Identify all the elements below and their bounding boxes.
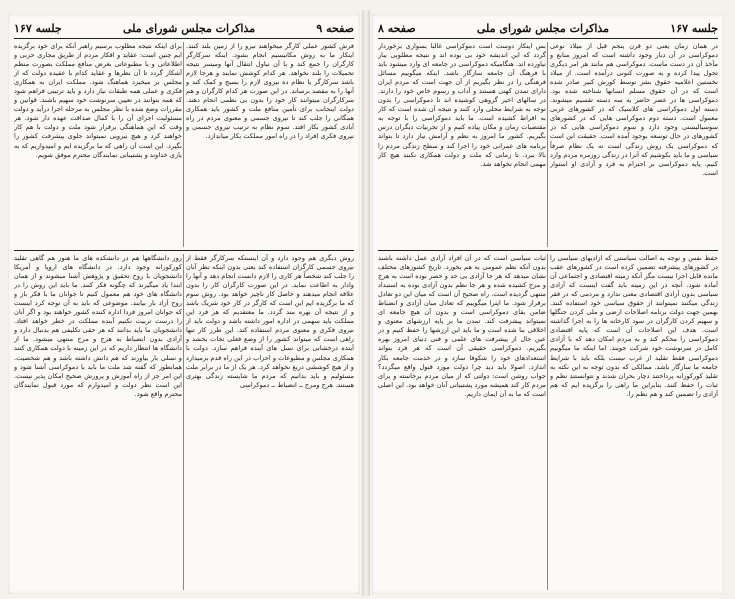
right-column-divider-top (547, 42, 548, 247)
left-page-session: جلسه ۱۶۷ (14, 21, 62, 35)
right-page-bottom-left-column (378, 254, 546, 590)
left-column-divider-bottom (183, 254, 184, 590)
book-gutter (362, 10, 370, 596)
right-page-session: جلسه ۱۶۷ (670, 21, 718, 35)
paragraph: برای اینکه نتیجه مطلوب برسیم راهبر آنکه برای خود برگزیده ایم چنین است: عقاید و افکار مردم از طریق مجاری حزبی و اطلاعاتی و با مطبوعاتی بغرض منافع مملکت بصورت منظم آشکار گردد تا آن نظرها و عقاید کدام با عقیده دولت که از مجلس بر میخیزد هماهنگ شود. مملکت ایران به همکاری فکری و عملی همه طبقات نیاز دارد و باید ترتیبی فراهم شود که همه بتوانند در تعیین سرنوشت خود سهیم باشند. قوانین و مقررات وضع شده با نظر مجلس به مرحله اجرا درآید و دولت مسئولیت اجرای آن را با کمال صداقت عهده دار شود. هر وقت که این هماهنگی برقرار شود ملت و دولت با هم کار خواهند کرد و هیچ نیرویی نمیتواند جلوی پیشرفت کشور را بگیرد. این است آن راهی که ما برگزیده ایم و امیدواریم که به یاری خداوند و پشتیبانی نمایندگان محترم موفق شویم. (14, 42, 182, 159)
left-column-divider-top (183, 42, 184, 247)
right-column-divider-bottom (547, 254, 548, 590)
right-section-rule (378, 250, 718, 251)
right-page-bottom-right-column (550, 254, 718, 590)
paragraph: حفظ نفس و توجه به اصالت سیاستی که ازادیهای سیاسی را در کشورهای پیشرفته تضمین کرده است در کشورهای عقب مانده قابل اجرا نیست مگر آنکه زمینه اقتصادی و اجتماعی آن آماده شود. آنچه در این زمینه باید گفت اینست که آزادی سیاسی بدون آزادی اقتصادی معنی ندارد و مردمی که در فقر زندگی میکنند نمیتوانند از حقوق سیاسی خود استفاده کنند. بهمین جهت دولت برنامه اصلاحات ارضی و ملی کردن جنگلها و سهیم کردن کارگران در سود کارخانه ها را به اجرا گذاشته است. هدف این اصلاحات آن است که پایه اقتصادی دموکراسی را محکم کند و به مردم امکان دهد که با آزادی کامل در سرنوشت خود شرکت جویند. اما اینکه ما میگوییم دموکراسی فقط تقلید از غرب نیست بلکه باید با شرایط جامعه ما سازگار باشد. ممالکی که بدون توجه به این نکته به تقلید کورکورانه پرداختند دچار بحران شدند و نتوانستند نظم و ثبات را حفظ کنند. بنابراین ما راهی را برگزیده ایم که هم آزادی را تضمین کند و هم نظم را. (550, 254, 718, 398)
left-page-top-left-column (14, 42, 182, 247)
paragraph: بس اینکار دوست است دموکراسی غالبا بسواری برخوردار گردد که این اندیشه خود بی بوده اند و نتیجه مطلوبی ببار نیاورده اند. هنگامیکه دموکراسی در جامعه ای وارد میشود باید با فرهنگ آن جامعه سازگار باشد. اینکه میگوییم مسائل فرهنگی را در نظر بگیریم از آن جهت است که مردم ایران دارای تمدن کهنی هستند و آداب و رسوم خاص خود را دارند. در سالهای اخیر گروهی کوشیده اند تا دموکراسی را بدون توجه به شرایط محلی وارد کنند و نتیجه آن شده است که کار به افراط کشیده است. ما باید دموکراسی را با توجه به مقتضیات زمان و مکان پیاده کنیم و از تجربیات دیگران درس بگیریم. کشور ما امروز به نظم و آرامش نیاز دارد تا بتواند برنامه های عمرانی خود را اجرا کند و سطح زندگی مردم را بالا ببرد. تا زمانی که ملت و دولت همکاری نکنند هیچ کار مهمی انجام نخواهد شد. (378, 42, 546, 168)
right-page-top-left-column (378, 42, 546, 247)
right-page (372, 14, 724, 594)
paragraph: در همان زمان یعنی دو قرن پنجم قبل از میلاد نوعی دموکراسی در آن دیار وجود داشته است که امروز منابع و مآخذ آن در دست ماست. دموکراسی هم مانند هر امر دیگری تحول پیدا کرده و به صورت کنونی درآمده است. از میلاد نخستین اعلامیه حقوق بشر توسط کورش کبیر صادر شده است که در آن حقوق مسلم انسانها شناخته شده بود. دموکراسی ها در عصر حاضر به سه دسته تقسیم میشوند. دسته اول دموکراسی های کلاسیک که در کشورهای غربی معمول است. دسته دوم دموکراسی هایی که در کشورهای سوسیالیستی وجود دارد و سوم دموکراسی هایی که در کشورهای در حال توسعه بوجود آمده است. حقیقت این است که دموکراسی یک روش زندگی است نه یک نظام صرفاً سیاسی و ما باید بکوشیم که آنرا در زندگی روزمره مردم وارد کنیم. پایه دموکراسی بر احترام به فرد و آزادی او استوار است. (550, 42, 718, 177)
left-page-number: صفحه ۹ (316, 21, 354, 35)
paragraph: روش دیگری هم وجود دارد و آن اینستکه سرکارگر فقط از نیروی جسمی کارگران استفاده کند یعنی بدون اینکه نظر آنان را جلب کند شخصاً هر کاری را لازم دانست انجام دهد و آنها را وادار به اطاعت نماید. در این صورت کارگران کار را بدون علاقه انجام میدهند و حاصل کار ناچیز خواهد بود. روش سوم که ما برگزیده ایم این است که کارگر در کار خود شریک باشد و از نتیجه آن بهره مند گردد. ما معتقدیم که هر فرد این مملکت باید سهمی در اداره امور داشته باشد و دولت باید از نیروی فکری و معنوی مردم استفاده کند. این طرز کار تنها راهی است که میتواند کشور را از وضع فعلی نجات بخشد و آینده درخشانی برای نسل های آینده فراهم سازد. دولت با همکاری مجلس و مطبوعات و احزاب در این راه قدم برمیدارد و از هیچ کوششی دریغ نخواهد کرد. هر یک از ما در برابر ملت مسئولیم و باید بدانیم که مردم ما شایسته زندگی بهتری هستند. هرج ومرج ــ انضباط ــ دموکراسی (186, 254, 354, 389)
right-page-top-right-column (550, 42, 718, 247)
left-page (8, 14, 360, 594)
left-header-rule (14, 38, 354, 39)
left-page-header (14, 18, 354, 38)
left-page-bottom-right-column (186, 254, 354, 590)
right-page-header (378, 18, 718, 38)
paragraph: فرش کشور عملی کارگر میخواهند نیرو را از زمین بلند کنند. اینکار ما به روش مکانیسیم انجام بشود. اینکه سرکارگر کارگران را جمع کند و با آن نیاول انتقال آنها ومیسر نتیجه تحمیلات را بلند نخواهد. هر کدام کوشش نمایند و هرجا لازم باشد سرکارگر یا نظام ده نیروی لازم را بسیج و کمک کند و آنها را به مقصد برساند. در این صورت هر کدام کارگران و هم سرکارگران میتوانند کار خود را بدون بی نظمی انجام دهند. دولت اینجانب برای تأمین منافع ملت و کشور باید همکاری همگانی را جلب کند تا نیروی جسمی و معنوی مردم در راه آبادی کشور بکار افتد. سوم نظام به ترتیب نیروی جسمی و نیروی فکری افراد را در راه امور مملکت بکار میاندازد. (186, 42, 354, 141)
left-page-title: مذاکرات مجلس شورای ملی (122, 21, 256, 35)
paragraph: ثبات سیاسی است که در آن افراد آزادی عمل داشته باشند بدون آنکه نظم عمومی به هم بخورد. تاریخ کشورهای مختلف نشان میدهد که هر جا آزادی بی حد و حصر بوده است به هرج و مرج کشیده شده و هر جا نظم بدون آزادی بوده به استبداد منتهی گردیده است. راه صحیح آن است که میان این دو تعادل برقرار شود. ما اینرا میگوییم که تعادل میان آزادی و انضباط ضامن بقای دموکراسی است و بدون آن هیچ جامعه ای نمیتواند پیشرفت کند. تمدن ما بر پایه ارزشهای معنوی و اخلاقی بنا شده است و ما باید این ارزشها را حفظ کنیم و در عین حال از پیشرفت های علمی و فنی دنیای امروز بهره بگیریم. دموکراسی حقیقی آن است که هر فرد بتواند استعدادهای خود را شکوفا سازد و در خدمت جامعه بکار اندازد. اصولا باید دید چرا دولت مورد قبول واقع میگردد؟ جواب روشن است: دولتی که از میان مردم برخاسته و برای مردم کار کند همیشه مورد پشتیبانی آنان خواهد بود. این اصلی است که ما به آن ایمان داریم. (378, 254, 546, 398)
right-page-number: صفحه ۸ (378, 21, 416, 35)
left-section-rule (14, 250, 354, 251)
paragraph: روز دانشگاهها هم در دانشکده های ما هنوز هم گاهی تقلید کورکورانه وجود دارد. در دانشگاه های اروپا و آمریکا دانشجویان با روح تحقیق و پژوهش آشنا میشوند و از همان ابتدا یاد میگیرند که چگونه فکر کنند. ما باید این روش را در دانشگاه های خود هم معمول کنیم تا جوانان ما با فکر باز و روح آزاد بار بیایند. موضوعی که باید به آن توجه کرد اینست که جوانان امروز فردا اداره کننده کشور خواهند بود و اگر آنان را درست تربیت نکنیم آینده مملکت در خطر خواهد افتاد. دانشجویان ما باید بدانند که هر حقی تکلیفی هم بدنبال دارد و آزادی بدون انضباط به هرج و مرج منتهی میشود. ما از دانشگاه ها انتظار داریم که در این زمینه با دولت همکاری کنند و نسلی بار بیاورند که هم دانش داشته باشد و هم شخصیت. همانطور که گفته شد ملت ما باید با دموکراسی آشنا شود و این امر جز از راه آموزش و پرورش صحیح امکان پذیر نیست. این است نظر دولت و امیدوارم که مورد قبول نمایندگان محترم واقع شود. (14, 254, 182, 398)
right-header-rule (378, 38, 718, 39)
left-page-bottom-left-column (14, 254, 182, 590)
right-page-title: مذاکرات مجلس شورای ملی (476, 21, 610, 35)
left-page-top-right-column (186, 42, 354, 247)
